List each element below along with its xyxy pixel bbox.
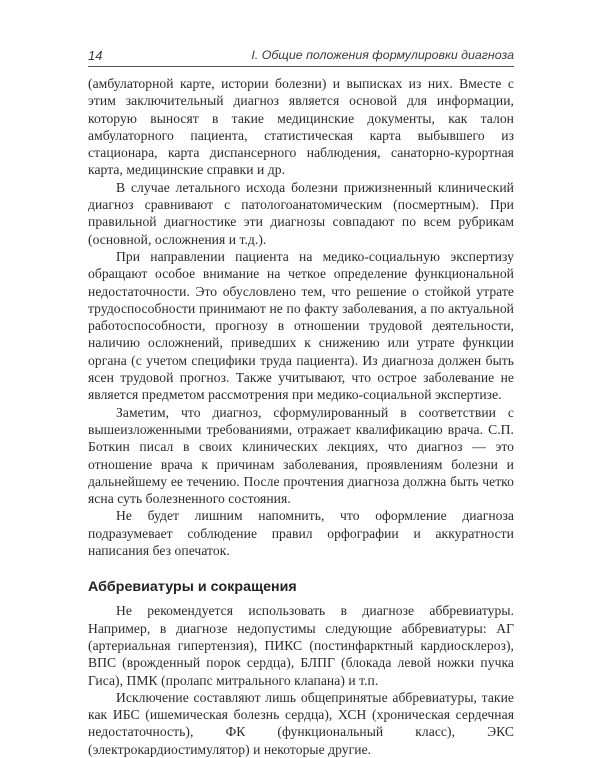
section-heading: Аббревиатуры и сокращения xyxy=(88,579,297,596)
paragraph: Не рекомендуется использовать в диагнозе аббревиатуры. Например, в диагнозе недопустимы следующие аббревиатуры: АГ (артериальная гипертензия), ПИКС (постинфарктный кардиосклероз), ВПС (врожденный порок сердца), БЛПГ (блокада левой ножки пучка Гиса), ПМК (пролапс митрального клапана) и т.п. xyxy=(88,603,514,688)
paragraph: В случае летального исхода болезни прижизненный клинический диагноз сравнивают с патологоанатомическим (посмертным). При правильной диагностике эти диагнозы совпадают по всем рубрикам (основной, осложнения и т.д.). xyxy=(88,179,514,247)
paragraph: При направлении пациента на медико-социальную экспертизу обращают особое внимание на четкое определение функциональной недостаточности. Это обусловлено тем, что решение о стойкой утрате трудоспособности принимают не по факту заболевания, а по актуальной работоспособности, прогнозу в отношении трудовой деятельности, наличию осложнений, приведших к снижению или утрате функции органа (с учетом специфики труда пациента). Из диагноза должен быть ясен трудовой прогноз. Также учитывают, что острое заболевание не является предметом рассмотрения при медико-социальной экспертизе. xyxy=(88,248,514,403)
paragraph: Исключение составляют лишь общепринятые аббревиатуры, такие как ИБС (ишемическая болезнь сердца), ХСН (хроническая сердечная недостаточность), ФК (функциональный класс), ЭКС (электрокардиостимулятор) и некоторые другие. xyxy=(88,689,514,757)
chapter-title: I. Общие положения формулировки диагноза xyxy=(251,48,514,62)
paragraph: Не будет лишним напомнить, что оформление диагноза подразумевает соблюдение правил орфографии и аккуратности написания без опечаток. xyxy=(88,508,514,559)
paragraph-continued: (амбулаторной карте, истории болезни) и выписках из них. Вместе с этим заключительный диагноз является основой для информации, которую выносят в такие медицинские документы, как талон амбулаторного пациента, статистическая карта выбывшего из стационара, карта диспансерного наблюдения, санаторно-курортная карта, медицинские справки и др. xyxy=(88,76,514,178)
paragraph: Заметим, что диагноз, сформулированный в соответствии с вышеизложенными требованиями, отражает квалификацию врача. С.П. Боткин писал в своих клинических лекциях, что диагноз — это отношение врача к причинам заболевания, проявлениям болезни и дальнейшему ее течению. После прочтения диагноза должна быть четко ясна суть болезненного состояния. xyxy=(88,404,514,507)
page-number: 14 xyxy=(88,48,103,63)
body-text xyxy=(88,75,514,758)
running-head xyxy=(88,36,514,66)
header-rule xyxy=(88,66,514,67)
